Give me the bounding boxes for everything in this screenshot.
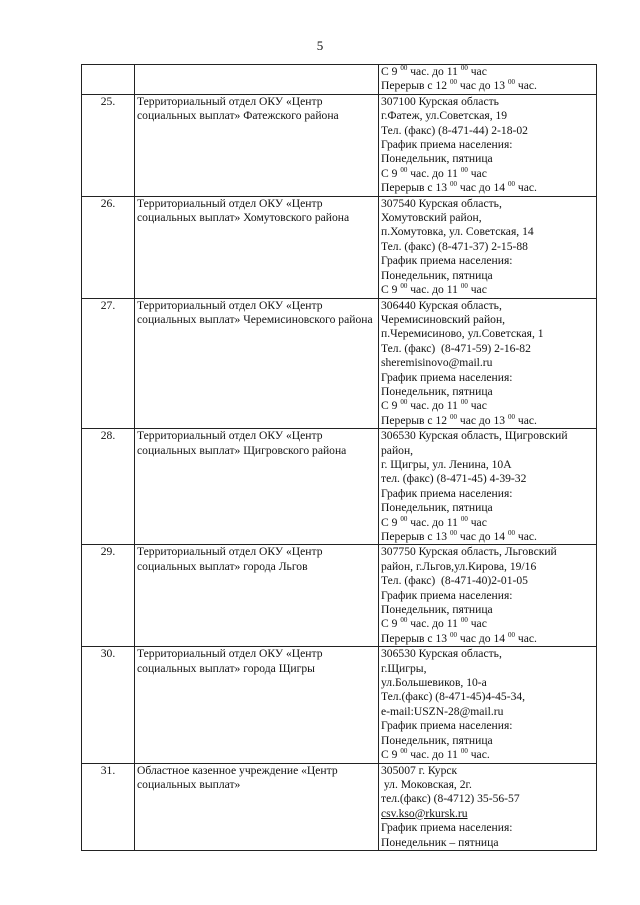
text-segment: час до 14	[456, 631, 508, 645]
contact-info-line	[381, 647, 594, 661]
contact-info-line	[381, 807, 594, 821]
text-segment: Перерыв с 12	[381, 79, 450, 93]
contact-info-line	[381, 778, 594, 792]
text-segment: Понедельник, пятница	[381, 268, 493, 282]
contact-info-line	[381, 748, 594, 762]
contact-info-line	[381, 632, 594, 646]
text-segment: 305007 г. Курск	[381, 763, 458, 777]
email-link[interactable]: csv.kso@rkursk.ru	[381, 806, 468, 820]
contact-info-cell	[379, 545, 597, 647]
text-segment: час	[467, 166, 487, 180]
organization-name-cell: Областное казенное учреждение «Центр социальных выплат»	[135, 763, 379, 850]
text-segment: час до 14	[456, 530, 508, 543]
contact-info-cell	[379, 647, 597, 763]
contact-info-line	[381, 792, 594, 806]
text-segment: час.	[514, 530, 537, 543]
text-segment: Понедельник, пятница	[381, 501, 493, 515]
text-segment: час	[467, 399, 487, 413]
text-segment: район, г.Льгов,ул.Кирова, 19/16	[381, 559, 537, 573]
time-minutes-superscript: 00	[460, 64, 468, 72]
contact-info-line	[381, 181, 594, 195]
text-segment: район,	[381, 443, 414, 457]
time-minutes-superscript: 00	[449, 630, 457, 639]
time-minutes-superscript: 00	[400, 64, 408, 72]
contacts-table	[81, 64, 597, 851]
text-segment: Перерыв с 12	[381, 413, 450, 427]
text-segment: Тел. (факс) (8-471-44) 2-18-02	[381, 123, 528, 137]
text-segment: ул. Моковская, 2г.	[381, 777, 472, 791]
row-number-cell	[82, 65, 135, 95]
row-number-cell: 27.	[82, 298, 135, 429]
contact-info-line	[381, 719, 594, 733]
contact-info-line	[381, 197, 594, 211]
contact-info-line	[381, 254, 594, 268]
text-segment: 307750 Курская область, Льговский	[381, 545, 557, 559]
text-segment: Понедельник, пятница	[381, 733, 493, 747]
text-segment: тел.(факс) (8-4712) 35-56-57	[381, 792, 520, 806]
time-minutes-superscript: 00	[507, 78, 515, 87]
table-row	[82, 298, 597, 429]
text-segment: час.	[514, 413, 537, 427]
contact-info-line	[381, 371, 594, 385]
contact-info-line	[381, 356, 594, 370]
text-segment: час.	[514, 79, 537, 93]
contact-info-cell	[379, 196, 597, 298]
contacts-table-body	[82, 65, 597, 851]
text-segment: Тел. (факс) (8-471-37) 2-15-88	[381, 239, 528, 253]
text-segment: час.	[467, 748, 490, 762]
text-segment: С 9	[381, 65, 401, 78]
contact-info-line	[381, 95, 594, 109]
contact-info-line	[381, 589, 594, 603]
table-row	[82, 429, 597, 545]
row-number-cell: 31.	[82, 763, 135, 850]
time-minutes-superscript: 00	[460, 282, 468, 291]
contact-info-line	[381, 516, 594, 530]
contact-info-line	[381, 574, 594, 588]
text-segment: час. до 11	[407, 65, 461, 78]
time-minutes-superscript: 00	[400, 514, 408, 523]
contact-info-cell	[379, 65, 597, 95]
time-minutes-superscript: 00	[507, 412, 515, 421]
contact-info-cell	[379, 94, 597, 196]
text-segment: час до 14	[456, 181, 508, 195]
text-segment: Черемисиновский район,	[381, 312, 506, 326]
text-segment: час. до 11	[407, 166, 461, 180]
contact-info-line	[381, 472, 594, 486]
organization-name-cell: Территориальный отдел ОКУ «Центр социальных выплат» Щигровского района	[135, 429, 379, 545]
time-minutes-superscript: 00	[460, 398, 468, 407]
contact-info-line	[381, 109, 594, 123]
table-row	[82, 763, 597, 850]
text-segment: час	[467, 515, 487, 529]
organization-name-cell	[135, 65, 379, 95]
row-number-cell: 26.	[82, 196, 135, 298]
contact-info-line	[381, 764, 594, 778]
contact-info-line	[381, 225, 594, 239]
contact-info-line	[381, 690, 594, 704]
contact-info-line	[381, 327, 594, 341]
text-segment: час. до 11	[407, 748, 461, 762]
time-minutes-superscript: 00	[449, 412, 457, 421]
row-number-cell: 28.	[82, 429, 135, 545]
text-segment: График приема населения:	[381, 254, 513, 268]
time-minutes-superscript: 00	[400, 616, 408, 625]
contact-info-line	[381, 458, 594, 472]
text-segment: График приема населения:	[381, 588, 513, 602]
text-segment: час	[467, 283, 487, 297]
table-row	[82, 65, 597, 95]
contact-info-line	[381, 444, 594, 458]
text-segment: ул.Большевиков, 10-а	[381, 676, 487, 690]
contact-info-line	[381, 385, 594, 399]
contact-info-line	[381, 269, 594, 283]
contact-info-line	[381, 167, 594, 181]
text-segment: г. Щигры, ул. Ленина, 10А	[381, 457, 512, 471]
contact-info-line	[381, 501, 594, 515]
text-segment: 306530 Курская область,	[381, 647, 502, 661]
contact-info-cell	[379, 763, 597, 850]
text-segment: С 9	[381, 166, 401, 180]
time-minutes-superscript: 00	[460, 165, 468, 174]
contact-info-line	[381, 617, 594, 631]
contact-info-line	[381, 65, 594, 79]
organization-name-cell: Территориальный отдел ОКУ «Центр социальных выплат» города Льгов	[135, 545, 379, 647]
text-segment: Тел.(факс) (8-471-45)4-45-34,	[381, 690, 526, 704]
text-segment: С 9	[381, 748, 401, 762]
text-segment: 306530 Курская область, Щигровский	[381, 429, 568, 443]
text-segment: С 9	[381, 283, 401, 297]
time-minutes-superscript: 00	[449, 78, 457, 87]
organization-name-cell: Территориальный отдел ОКУ «Центр социальных выплат» города Щигры	[135, 647, 379, 763]
contact-info-cell	[379, 429, 597, 545]
contact-info-line	[381, 240, 594, 254]
row-number-cell: 25.	[82, 94, 135, 196]
time-minutes-superscript: 00	[449, 180, 457, 189]
text-segment: sheremisinovo@mail.ru	[381, 356, 493, 370]
text-segment: Понедельник, пятница	[381, 603, 493, 617]
table-row	[82, 94, 597, 196]
text-segment: час.	[514, 181, 537, 195]
table-row	[82, 545, 597, 647]
text-segment: час до 13	[456, 413, 508, 427]
text-segment: 306440 Курская область,	[381, 298, 502, 312]
row-number-cell: 29.	[82, 545, 135, 647]
text-segment: час. до 11	[407, 283, 461, 297]
text-segment: г.Щигры,	[381, 661, 427, 675]
contact-info-line	[381, 152, 594, 166]
text-segment: Тел. (факс) (8-471-40)2-01-05	[381, 574, 528, 588]
text-segment: График приема населения:	[381, 821, 513, 835]
time-minutes-superscript: 00	[449, 529, 457, 537]
text-segment: e-mail:USZN-28@mail.ru	[381, 704, 504, 718]
row-number-cell: 30.	[82, 647, 135, 763]
contact-info-line	[381, 821, 594, 835]
contact-info-line	[381, 79, 594, 93]
contact-info-line	[381, 545, 594, 559]
contact-info-line	[381, 299, 594, 313]
text-segment: График приема населения:	[381, 370, 513, 384]
contact-info-line	[381, 429, 594, 443]
time-minutes-superscript: 00	[400, 165, 408, 174]
text-segment: С 9	[381, 515, 401, 529]
table-row	[82, 196, 597, 298]
text-segment: час. до 11	[407, 399, 461, 413]
contact-info-line	[381, 530, 594, 544]
time-minutes-superscript: 00	[400, 282, 408, 291]
contact-info-line	[381, 487, 594, 501]
organization-name-cell: Территориальный отдел ОКУ «Центр социальных выплат» Хомутовского района	[135, 196, 379, 298]
organization-name-cell: Территориальный отдел ОКУ «Центр социальных выплат» Черемисиновского района	[135, 298, 379, 429]
contact-info-line	[381, 399, 594, 413]
contact-info-line	[381, 124, 594, 138]
contact-info-cell	[379, 298, 597, 429]
contact-info-line	[381, 662, 594, 676]
time-minutes-superscript: 00	[460, 616, 468, 625]
text-segment: С 9	[381, 617, 401, 631]
contact-info-line	[381, 138, 594, 152]
text-segment: Перерыв с 13	[381, 530, 450, 543]
contact-info-line	[381, 603, 594, 617]
contact-info-line	[381, 342, 594, 356]
text-segment: час до 13	[456, 79, 508, 93]
text-segment: 307540 Курская область,	[381, 196, 502, 210]
contact-info-line	[381, 313, 594, 327]
text-segment: г.Фатеж, ул.Советская, 19	[381, 109, 508, 123]
contact-info-line	[381, 283, 594, 297]
text-segment: С 9	[381, 399, 401, 413]
contact-info-line	[381, 211, 594, 225]
contact-info-line	[381, 705, 594, 719]
text-segment: График приема населения:	[381, 486, 513, 500]
contact-info-line	[381, 734, 594, 748]
text-segment: п.Черемисиново, ул.Советская, 1	[381, 327, 544, 341]
text-segment: График приема населения:	[381, 719, 513, 733]
text-segment: час.	[514, 631, 537, 645]
text-segment: График приема населения:	[381, 138, 513, 152]
text-segment: час	[467, 65, 487, 78]
time-minutes-superscript: 00	[400, 747, 408, 756]
time-minutes-superscript: 00	[507, 630, 515, 639]
text-segment: Понедельник – пятница	[381, 835, 499, 849]
contact-info-line	[381, 560, 594, 574]
text-segment: тел. (факс) (8-471-45) 4-39-32	[381, 472, 527, 486]
text-segment: Понедельник, пятница	[381, 384, 493, 398]
text-segment: час. до 11	[407, 515, 461, 529]
time-minutes-superscript: 00	[507, 180, 515, 189]
organization-name-cell: Территориальный отдел ОКУ «Центр социальных выплат» Фатежского района	[135, 94, 379, 196]
text-segment: Хомутовский район,	[381, 211, 482, 225]
text-segment: Понедельник, пятница	[381, 152, 493, 166]
text-segment: час	[467, 617, 487, 631]
contact-info-line	[381, 676, 594, 690]
contact-info-line	[381, 836, 594, 850]
time-minutes-superscript: 00	[460, 514, 468, 523]
text-segment: п.Хомутовка, ул. Советская, 14	[381, 225, 534, 239]
time-minutes-superscript: 00	[400, 398, 408, 407]
text-segment: час. до 11	[407, 617, 461, 631]
text-segment: 307100 Курская область	[381, 94, 499, 108]
contact-info-line	[381, 414, 594, 428]
time-minutes-superscript: 00	[507, 529, 515, 537]
table-row	[82, 647, 597, 763]
text-segment: Перерыв с 13	[381, 631, 450, 645]
text-segment: Тел. (факс) (8-471-59) 2-16-82	[381, 341, 531, 355]
time-minutes-superscript: 00	[460, 747, 468, 756]
text-segment: Перерыв с 13	[381, 181, 450, 195]
page-number: 5	[316, 38, 324, 53]
